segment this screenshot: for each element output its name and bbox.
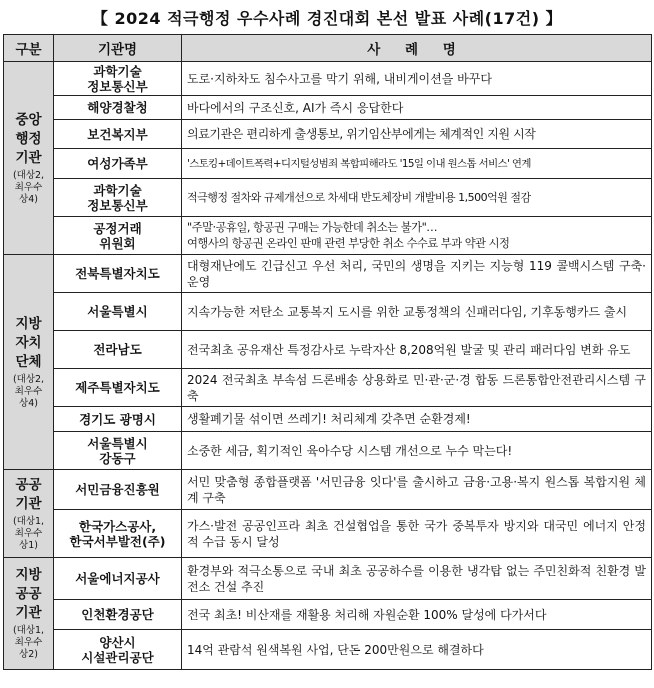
org-name: 전라남도 (54, 331, 182, 369)
table-row (4, 217, 652, 255)
case-title: 2024 전국최초 부속섬 드론배송 상용화로 민·관·군·경 합동 드론통합안전관리시스템 구축 (182, 369, 652, 407)
org-name: 과학기술 정보통신부 (54, 62, 182, 96)
org-name: 인천환경공단 (54, 600, 182, 630)
table-row (4, 432, 652, 470)
case-title: '스토킹+데이트폭력+디지털성범죄 복합피해라도 '15일 이내 원스톱 서비스' 연계 (182, 149, 652, 179)
page-title: 【 2024 적극행정 우수사례 경진대회 본선 발표 사례(17건) 】 (91, 9, 563, 28)
org-name: 공정거래 위원회 (54, 217, 182, 255)
table-row (4, 293, 652, 331)
table-row (4, 255, 652, 293)
org-name: 서울에너지공사 (54, 558, 182, 600)
case-title: 환경부와 적극소통으로 국내 최초 공공하수를 이용한 냉각탑 없는 주민친화적 친환경 발전소 건설 추진 (182, 558, 652, 600)
table-row (4, 96, 652, 120)
header-group: 구분 (4, 35, 54, 62)
case-title: 도로·지하차도 침수사고를 막기 위해, 내비게이션을 바꾸다 (182, 62, 652, 96)
table-row (4, 62, 652, 96)
case-title: 소중한 세금, 획기적인 육아수당 시스템 개선으로 누수 막는다! (182, 432, 652, 470)
org-name: 서민금융진흥원 (54, 470, 182, 510)
case-title: 지속가능한 저탄소 교통복지 도시를 위한 교통정책의 신패러다임, 기후동행카드 출시 (182, 293, 652, 331)
case-title: 적극행정 절차와 규제개선으로 차세대 반도체장비 개발비용 1,500억원 절감 (182, 179, 652, 217)
header-org: 기관명 (54, 35, 182, 62)
group-cell-local-government (4, 255, 54, 470)
case-title: 대형재난에도 긴급신고 우선 처리, 국민의 생명을 지키는 지능형 119 콜백시스템 구축·운영 (182, 255, 652, 293)
org-name: 경기도 광명시 (54, 407, 182, 432)
table-row (4, 470, 652, 510)
org-name: 보건복지부 (54, 120, 182, 149)
group-label: 지방 공공 기관 (15, 567, 42, 621)
group-cell-local-public-institution (4, 558, 54, 670)
group-label: 중앙 행정 기관 (15, 111, 42, 166)
case-title: 바다에서의 구조신호, AI가 즉시 응답한다 (182, 96, 652, 120)
case-title: 전국 최초! 비산재를 재활용 처리해 자원순환 100% 달성에 다가서다 (182, 600, 652, 630)
group-cell-central (4, 62, 54, 255)
table-row (4, 179, 652, 217)
group-award-count: (대상2, 최우수 상4) (12, 373, 45, 409)
table-row (4, 407, 652, 432)
org-name: 여성가족부 (54, 149, 182, 179)
group-label: 공공 기관 (15, 476, 42, 512)
group-label: 지방 자치 단체 (15, 315, 42, 370)
group-award-count: (대상2, 최우수 상4) (12, 169, 45, 205)
group-award-count: (대상1, 최우수 상1) (12, 515, 45, 551)
org-name: 서울특별시 강동구 (54, 432, 182, 470)
org-name: 한국가스공사, 한국서부발전(주) (54, 510, 182, 558)
case-title: 14억 관람석 원색복원 사업, 단돈 200만원으로 해결하다 (182, 630, 652, 670)
table-row (4, 331, 652, 369)
table-row (4, 149, 652, 179)
org-name: 제주특별자치도 (54, 369, 182, 407)
table-row (4, 630, 652, 670)
case-title: 생활폐기물 섞이면 쓰레기! 처리체계 갖추면 순환경제! (182, 407, 652, 432)
table-row (4, 369, 652, 407)
org-name: 과학기술 정보통신부 (54, 179, 182, 217)
org-name: 전북특별자치도 (54, 255, 182, 293)
case-title: 전국최초 공유재산 특정감사로 누락자산 8,208억원 발굴 및 관리 패러다임 변화 유도 (182, 331, 652, 369)
group-cell-public-institution (4, 470, 54, 558)
table-row (4, 510, 652, 558)
table-header-row (4, 35, 652, 62)
case-title: 서민 맞춤형 종합플랫폼 '서민금융 잇다'를 출시하고 금융·고용·복지 원스톱 복합지원 체계 구축 (182, 470, 652, 510)
org-name: 서울특별시 (54, 293, 182, 331)
cases-table (3, 34, 652, 670)
org-name: 양산시 시설관리공단 (54, 630, 182, 670)
org-name: 해양경찰청 (54, 96, 182, 120)
table-row (4, 600, 652, 630)
table-row (4, 120, 652, 149)
case-title: 가스·발전 공공인프라 최초 건설협업을 통한 국가 중복투자 방지와 대국민 에너지 안정적 수급 동시 달성 (182, 510, 652, 558)
table-row (4, 558, 652, 600)
case-title: 의료기관은 편리하게 출생통보, 위기임산부에게는 체계적인 지원 시작 (182, 120, 652, 149)
group-award-count: (대상1, 최우수 상2) (12, 625, 45, 660)
case-title: "주말·공휴일, 항공권 구매는 가능한데 취소는 불가"… 여행사의 항공권 온라인 판매 관련 부당한 취소 수수료 부과 약관 시정 (182, 217, 652, 255)
header-case: 사 례 명 (182, 35, 652, 62)
